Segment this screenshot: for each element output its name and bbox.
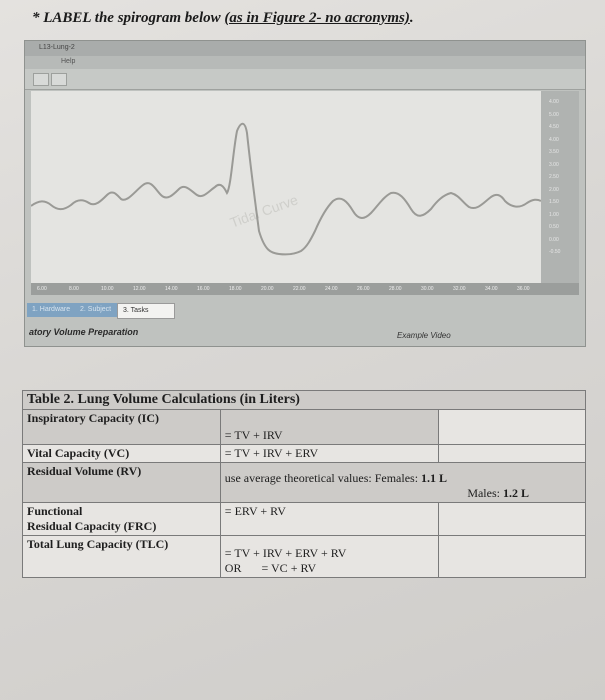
y-tick-label: 0.50 [549,224,559,230]
spirogram-plot-area [31,91,541,283]
tab-subject[interactable]: 2. Subject [75,303,123,317]
window-title: L13-Lung-2 [39,44,75,51]
rv-female-value: 1.1 L [421,471,448,485]
y-tick-label: 2.50 [549,174,559,180]
rv-male-line [225,486,581,501]
row-name: Vital Capacity (VC) [23,445,221,463]
table-row [23,463,586,503]
x-tick-label: 26.00 [357,286,370,292]
x-axis-strip [31,283,579,295]
row-formula: = TV + IRV [220,410,438,445]
x-tick-label: 6.00 [37,286,47,292]
answer-cell[interactable] [438,410,585,445]
y-axis-ticks [549,99,560,262]
y-tick-label: 1.00 [549,211,559,218]
tlc-or-label: OR [224,561,242,575]
tabs-row [25,299,585,321]
x-tick-label: 36.00 [517,286,530,292]
spirogram-trace [31,124,541,255]
x-tick-label: 24.00 [325,286,338,292]
app-titlebar [25,41,585,56]
x-tick-label: 10.00 [101,286,114,292]
table-row [23,503,586,536]
row-name-line2: Residual Capacity (FRC) [27,519,157,533]
row-name-line1: Functional [27,504,83,518]
tlc-alt [225,561,434,576]
row-name: Inspiratory Capacity (IC) [23,410,221,445]
y-tick-label: 1.50 [549,199,559,205]
x-tick-label: 34.00 [485,286,498,292]
table-caption-text: Lung Volume Calculations (in Liters) [77,392,300,407]
instruction-prefix: * LABEL the spirogram below [32,10,225,26]
answer-cell[interactable] [438,536,585,578]
instruction-heading [32,10,414,27]
preparation-label: atory Volume Preparation [29,327,139,337]
row-formula [220,463,585,503]
table-caption [23,391,586,410]
instruction-underlined: (as in Figure 2- no acronyms) [224,10,410,26]
row-formula: = TV + IRV + ERV [220,445,438,463]
row-formula: = ERV + RV [220,503,438,536]
toolbar-button[interactable] [51,73,67,86]
row-name: Total Lung Capacity (TLC) [23,536,221,578]
answer-cell[interactable] [438,503,585,536]
table-row [23,445,586,463]
row-formula [220,536,438,578]
rv-note: use average theoretical values: Females: [224,471,422,485]
y-tick-label: 3.50 [549,149,559,155]
watermark-text: Tidal Curve [227,191,301,231]
y-tick-label: 4.00 [549,136,559,143]
y-tick-label: 5.00 [549,111,559,118]
app-toolbar [25,69,585,90]
y-tick-label: 4.00 [549,99,559,105]
menu-help[interactable]: Help [61,58,76,65]
instruction-suffix: . [409,10,414,26]
table-row [23,410,586,445]
x-tick-label: 8.00 [69,286,79,292]
y-tick-label: -0.50 [549,249,561,255]
x-tick-label: 12.00 [133,286,146,292]
tab-hardware[interactable]: 1. Hardware [27,303,77,317]
spirogram-screenshot [24,40,586,347]
x-tick-label: 18.00 [229,286,242,292]
y-tick-label: 2.00 [549,186,559,193]
y-tick-label: 0.00 [549,236,559,243]
tlc-formula: = TV + IRV + ERV + RV [224,546,347,560]
y-tick-label: 4.50 [549,124,559,130]
y-tick-label: 3.00 [549,161,559,168]
x-tick-label: 14.00 [165,286,178,292]
table-caption-row [23,391,586,410]
app-menubar [25,56,585,69]
x-tick-label: 22.00 [293,286,306,292]
row-name: Residual Volume (RV) [23,463,221,503]
answer-cell[interactable] [438,445,585,463]
row-name [23,503,221,536]
table-caption-prefix: Table 2. [27,392,74,407]
tab-tasks[interactable]: 3. Tasks [117,303,175,319]
lung-volume-table [22,390,586,578]
x-tick-label: 16.00 [197,286,210,292]
x-tick-label: 30.00 [421,286,434,292]
spirogram-chart [31,91,541,283]
rv-male-prefix: Males: [467,486,503,500]
tlc-formula-alt: = VC + RV [261,561,317,575]
table-row [23,536,586,578]
x-tick-label: 28.00 [389,286,402,292]
toolbar-button[interactable] [33,73,49,86]
x-tick-label: 20.00 [261,286,274,292]
x-tick-label: 32.00 [453,286,466,292]
example-video-link[interactable]: Example Video [397,331,451,340]
rv-male-value: 1.2 L [502,486,529,500]
